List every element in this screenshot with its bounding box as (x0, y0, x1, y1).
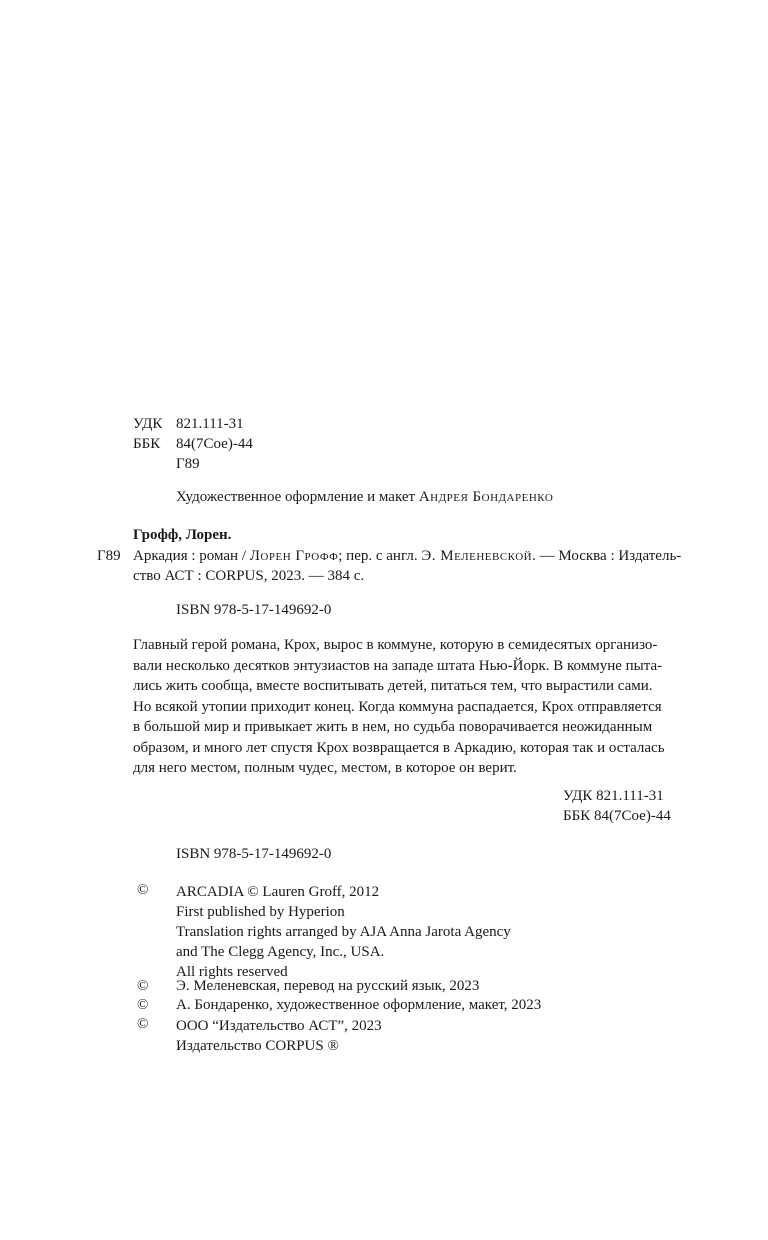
annotation (133, 635, 673, 779)
copyright-line: А. Бондаренко, художественное оформление, макет, 2023 (176, 997, 542, 1013)
copyright-line: ООО “Издательство АСТ”, 2023 (176, 1018, 382, 1034)
bibliographic-line-2: ство АСТ : CORPUS, 2023. — 384 с. (133, 568, 365, 584)
publisher-segment: . — Москва : Издатель- (532, 548, 682, 564)
copyright-symbol: © (137, 882, 149, 898)
bibliographic-line-1 (133, 548, 681, 565)
title-segment: Аркадия : роман / (133, 548, 250, 564)
annotation-line: образом, и много лет спустя Крох возвращается в Аркадию, которая так и осталась (133, 739, 665, 756)
copyright-line: ARCADIA © Lauren Groff, 2012 (176, 884, 380, 900)
author-heading: Грофф, Лорен. (133, 527, 232, 543)
udk-right: УДК 821.111-31 (563, 788, 664, 804)
copyright-line: All rights reserved (176, 964, 288, 980)
bbk-value: 84(7Сое)-44 (176, 436, 253, 452)
bbk-label: ББК (133, 436, 161, 452)
copyright-block (176, 882, 511, 982)
copyright-line: First published by Hyperion (176, 904, 345, 920)
annotation-line: лись жить сообща, вместе воспитывать детей, питаться тем, что вырастили сами. (133, 678, 653, 694)
isbn-top: ISBN 978-5-17-149692-0 (176, 602, 332, 618)
bibliographic-mark: Г89 (97, 548, 121, 564)
annotation-line: для него местом, полным чудес, местом, в которое он верит. (133, 760, 517, 776)
copyright-line: Издательство CORPUS ® (176, 1038, 339, 1054)
annotation-line: в большой мир и привыкает жить в нем, но судьба поворачивается неожиданным (133, 719, 653, 735)
translator-name: Э. Меленевской (421, 548, 533, 564)
copyright-symbol: © (137, 978, 149, 994)
annotation-line: вали несколько десятков энтузиастов на западе штата Нью-Йорк. В коммуне пыта- (133, 657, 663, 674)
annotation-line: Но всякой утопии приходит конец. Когда коммуна распадается, Крох отправляется (133, 698, 662, 715)
design-credit-name: Андрея Бондаренко (418, 489, 554, 505)
author-mark: Г89 (176, 456, 200, 472)
bbk-right: ББК 84(7Сое)-44 (563, 808, 671, 824)
udk-value: 821.111-31 (176, 416, 244, 432)
isbn-bottom: ISBN 978-5-17-149692-0 (176, 846, 332, 862)
author-name: Лорен Грофф (249, 548, 339, 564)
udk-label: УДК (133, 416, 163, 432)
annotation-line: Главный герой романа, Крох, вырос в коммуне, которую в семидесятых организо- (133, 637, 658, 653)
design-credit (176, 489, 553, 506)
copyright-line: Translation rights arranged by AJA Anna Jarota Agency (176, 924, 511, 940)
copyright-symbol: © (137, 1016, 149, 1032)
translation-segment: ; пер. с англ. (338, 548, 422, 564)
copyright-line: Э. Меленевская, перевод на русский язык, 2023 (176, 978, 480, 994)
copyright-symbol: © (137, 997, 149, 1013)
design-credit-prefix: Художественное оформление и макет (176, 489, 416, 505)
copyright-block (176, 1016, 382, 1056)
copyright-line: and The Clegg Agency, Inc., USA. (176, 944, 385, 960)
